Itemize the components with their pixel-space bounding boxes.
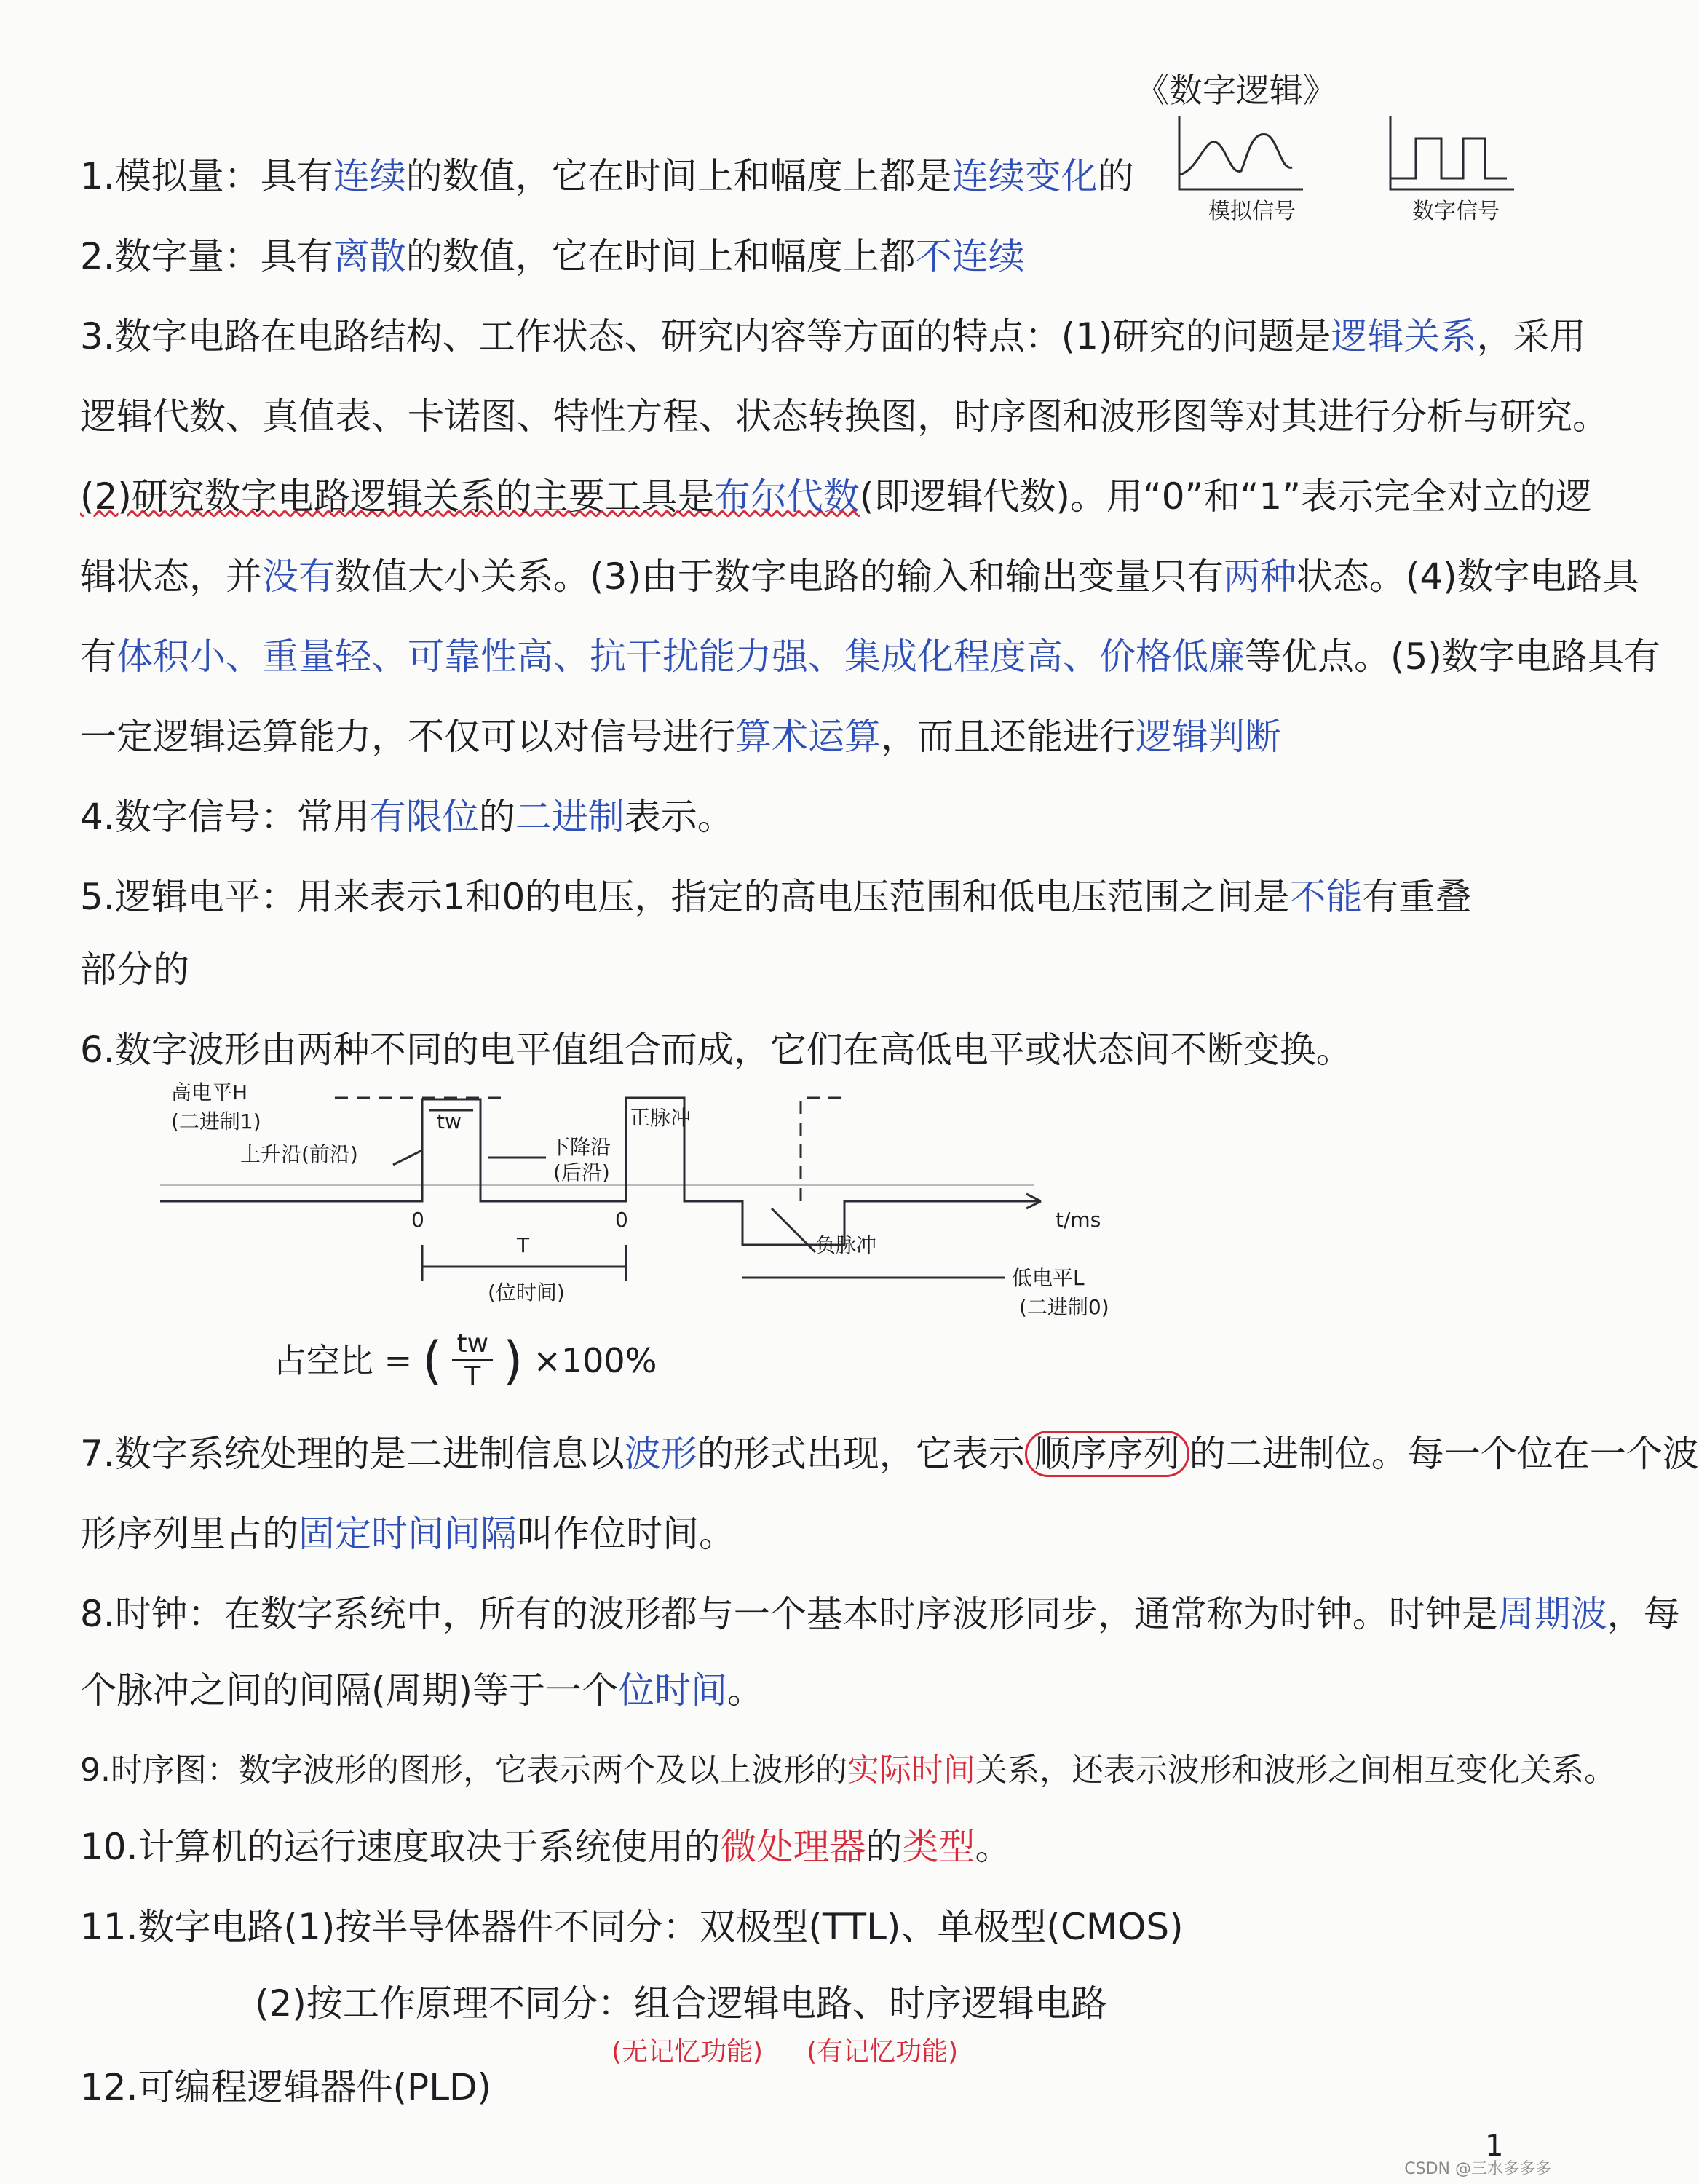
item-11-2: (2)按工作原理不同分：组合逻辑电路、时序逻辑电路: [255, 1982, 1107, 2025]
duty-cycle-formula: 占空比 = ( $\frac{tw}{T}$ ) ×100%: [273, 1329, 657, 1391]
item-7-cont: 形序列里占的固定时间间隔叫作位时间。: [80, 1513, 735, 1555]
page-title: 《数字逻辑》: [1136, 71, 1336, 110]
item-3-5: 一定逻辑运算能力，不仅可以对信号进行算术运算，而且还能进行逻辑判断: [80, 716, 1281, 758]
item-8-cont: 个脉冲之间的间隔(周期)等于一个位时间。: [80, 1669, 764, 1712]
item-3-cont: 逻辑代数、真值表、卡诺图、特性方程、状态转换图，时序图和波形图等对其进行分析与研究。: [80, 395, 1609, 438]
item-11-notes: (无记忆功能) (有记忆功能): [611, 2037, 959, 2067]
item-12: 12.可编程逻辑器件(PLD): [80, 2066, 492, 2108]
binary0-label: (二进制0): [1019, 1295, 1109, 1319]
axis-label: t/ms: [1056, 1208, 1101, 1232]
analog-label: 模拟信号: [1208, 199, 1296, 224]
item-3-3: 辑状态，并没有数值大小关系。(3)由于数字电路的输入和输出变量只有两种状态。(4)数字电路具: [80, 555, 1639, 598]
rise-pointer: [393, 1150, 422, 1165]
duty-denominator: T: [464, 1361, 481, 1391]
binary1-label: (二进制1): [171, 1109, 261, 1133]
duty-numerator: tw: [452, 1329, 493, 1361]
high-level-label: 高电平H: [171, 1080, 248, 1104]
rising-edge-label: 上升沿(前沿): [240, 1142, 358, 1166]
digital-label: 数字信号: [1412, 199, 1500, 224]
item-1: 1.模拟量：具有连续的数值，它在时间上和幅度上都是连续变化的: [80, 155, 1134, 197]
zero-b-label: 0: [615, 1208, 628, 1232]
item-3-2: (2)研究数字电路逻辑关系的主要工具是布尔代数(即逻辑代数)。用“0”和“1”表示完全对立的逻: [80, 475, 1593, 518]
negative-pulse-label: 负脉冲: [815, 1233, 877, 1257]
item-11: 11.数字电路(1)按半导体器件不同分：双极型(TTL)、单极型(CMOS): [80, 1906, 1184, 1948]
falling-edge-label: 下降沿: [550, 1135, 611, 1159]
low-level-label: 低电平L: [1012, 1266, 1085, 1290]
item-8: 8.时钟：在数字系统中，所有的波形都与一个基本时序波形同步，通常称为时钟。时钟是周期波，每: [80, 1593, 1680, 1635]
item-6: 6.数字波形由两种不同的电平值组合而成，它们在高低电平或状态间不断变换。: [80, 1029, 1353, 1071]
item-5-cont: 部分的: [80, 949, 189, 991]
page-number: 1: [1485, 2129, 1504, 2163]
watermark: CSDN @三水多多多: [1404, 2160, 1551, 2178]
item-5: 5.逻辑电平：用来表示1和0的电压，指定的高电压范围和低电压范围之间是不能有重叠: [80, 876, 1472, 918]
bit-time-label: (位时间): [488, 1281, 565, 1305]
positive-pulse-label: 正脉冲: [630, 1106, 692, 1130]
item-4: 4.数字信号：常用有限位的二进制表示。: [80, 796, 734, 838]
item-9: 9.时序图：数字波形的图形，它表示两个及以上波形的实际时间关系，还表示波形和波形之间相互变化关系。: [80, 1752, 1616, 1789]
period-label: T: [517, 1233, 530, 1257]
zero-a-label: 0: [411, 1208, 424, 1232]
item-3: 3.数字电路在电路结构、工作状态、研究内容等方面的特点：(1)研究的问题是逻辑关系，采用: [80, 315, 1586, 357]
item-7: 7.数字系统处理的是二进制信息以波形的形式出现，它表示 顺序序列 的二进制位。每一个位在一个波: [80, 1431, 1521, 1477]
item-3-4: 有体积小、重量轻、可靠性高、抗干扰能力强、集成化程度高、价格低廉等优点。(5)数字电路具有: [80, 636, 1660, 678]
rear-edge-label: (后沿): [553, 1160, 610, 1184]
item-2: 2.数字量：具有离散的数值，它在时间上和幅度上都不连续: [80, 235, 1025, 277]
tw-label: tw: [437, 1109, 462, 1133]
item-10: 10.计算机的运行速度取决于系统使用的微处理器的类型。: [80, 1826, 1012, 1868]
